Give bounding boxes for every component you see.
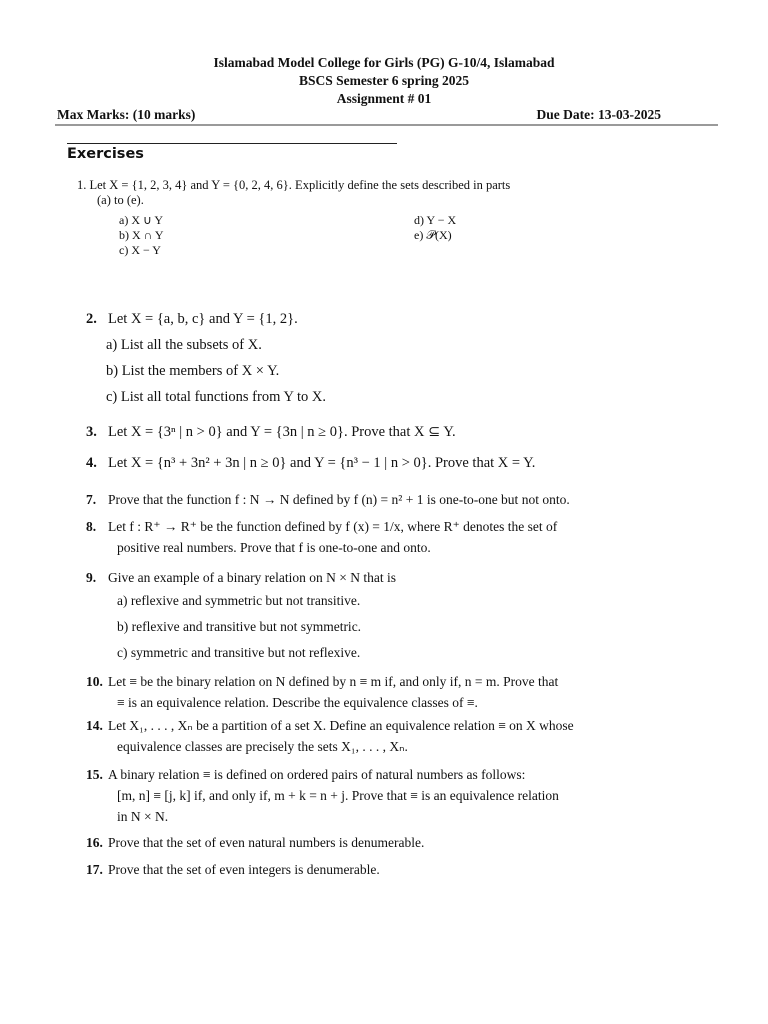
question-text: A binary relation ≡ is defined on ordered pairs of natural numbers as follows: [108,767,526,782]
question-1 [77,178,717,258]
q1-part-b: b) X ∩ Y [119,228,164,242]
q1-part-d: d) Y − X [414,213,457,227]
question-15 [86,764,706,827]
question-8 [86,516,706,558]
question-17 [86,859,706,880]
question-number: 10. [86,674,103,689]
question-number: 3. [86,424,97,440]
question-1-stem-cont: (a) to (e). [97,193,144,207]
question-1-parts [77,213,717,258]
question-10 [86,671,706,713]
question-16 [86,832,706,853]
question-7 [86,489,706,510]
question-text: Let ≡ be the binary relation on N defined by n ≡ m if, and only if, n = m. Prove that [108,674,559,689]
question-text: Let f : R⁺ → R⁺ be the function defined by f (x) = 1/x, where R⁺ denotes the set of [108,519,558,534]
question-text-cont: ≡ is an equivalence relation. Describe the equivalence classes of ≡. [117,695,478,710]
q2-part-c: c) List all total functions from Y to X. [106,389,327,405]
document-header [0,54,768,108]
q1-part-e: e) 𝒫(X) [414,228,452,242]
question-text: Give an example of a binary relation on N × N that is [108,570,397,585]
question-number: 14. [86,718,103,733]
question-text-cont-2: in N × N. [117,809,169,824]
college-name: Islamabad Model College for Girls (PG) G-10/4, Islamabad [213,55,555,70]
question-number: 4. [86,455,97,471]
q9-part-b: b) reflexive and transitive but not symmetric. [117,619,362,634]
max-marks: Max Marks: (10 marks) [57,107,196,122]
question-9 [86,567,706,666]
question-text: Prove that the set of even integers is denumerable. [108,862,380,877]
due-date: Due Date: 13-03-2025 [536,107,661,122]
q1-part-c: c) X − Y [119,243,161,257]
question-text: Let X = {3ⁿ | n > 0} and Y = {3n | n ≥ 0}. Prove that X ⊆ Y. [108,424,456,440]
question-text-cont: [m, n] ≡ [j, k] if, and only if, m + k = n + j. Prove that ≡ is an equivalence relation [117,788,559,803]
question-4 [86,450,706,476]
semester-line: BSCS Semester 6 spring 2025 [298,73,469,88]
question-number: 17. [86,862,103,877]
question-3 [86,419,706,445]
question-number: 2. [86,311,97,327]
q9-part-c: c) symmetric and transitive but not reflexive. [117,645,361,660]
q2-part-a: a) List all the subsets of X. [106,337,262,353]
question-2 [86,306,706,410]
q1-part-a: a) X ∪ Y [119,213,163,227]
question-14 [86,715,706,757]
exercises-rule [67,143,397,144]
question-text-cont: equivalence classes are precisely the sets X₁, . . . , Xₙ. [117,739,408,754]
exercises-heading: Exercises [67,146,144,162]
question-number: 7. [86,492,97,507]
question-text: Prove that the set of even natural numbers is denumerable. [108,835,425,850]
assignment-title: Assignment # 01 [336,91,432,106]
question-number: 9. [86,570,97,585]
question-number: 16. [86,835,103,850]
question-text: Let X = {n³ + 3n² + 3n | n ≥ 0} and Y = {n³ − 1 | n > 0}. Prove that X = Y. [108,455,536,471]
q9-part-a: a) reflexive and symmetric but not transitive. [117,593,361,608]
question-1-parts-left [77,213,414,258]
question-text-cont: positive real numbers. Prove that f is one-to-one and onto. [117,540,431,555]
question-number: 8. [86,519,97,534]
question-number: 15. [86,767,103,782]
question-text: Prove that the function f : N → N defined by f (n) = n² + 1 is one-to-one but not onto. [108,492,570,507]
meta-row [57,107,661,123]
question-text: Let X₁, . . . , Xₙ be a partition of a set X. Define an equivalence relation ≡ on X whose [108,718,574,733]
header-divider [55,124,718,126]
question-1-parts-right [414,213,709,258]
question-text: Let X = {a, b, c} and Y = {1, 2}. [108,311,298,327]
q2-part-b: b) List the members of X × Y. [106,363,280,379]
question-1-stem: 1. Let X = {1, 2, 3, 4} and Y = {0, 2, 4, 6}. Explicitly define the sets described in parts [77,178,511,192]
